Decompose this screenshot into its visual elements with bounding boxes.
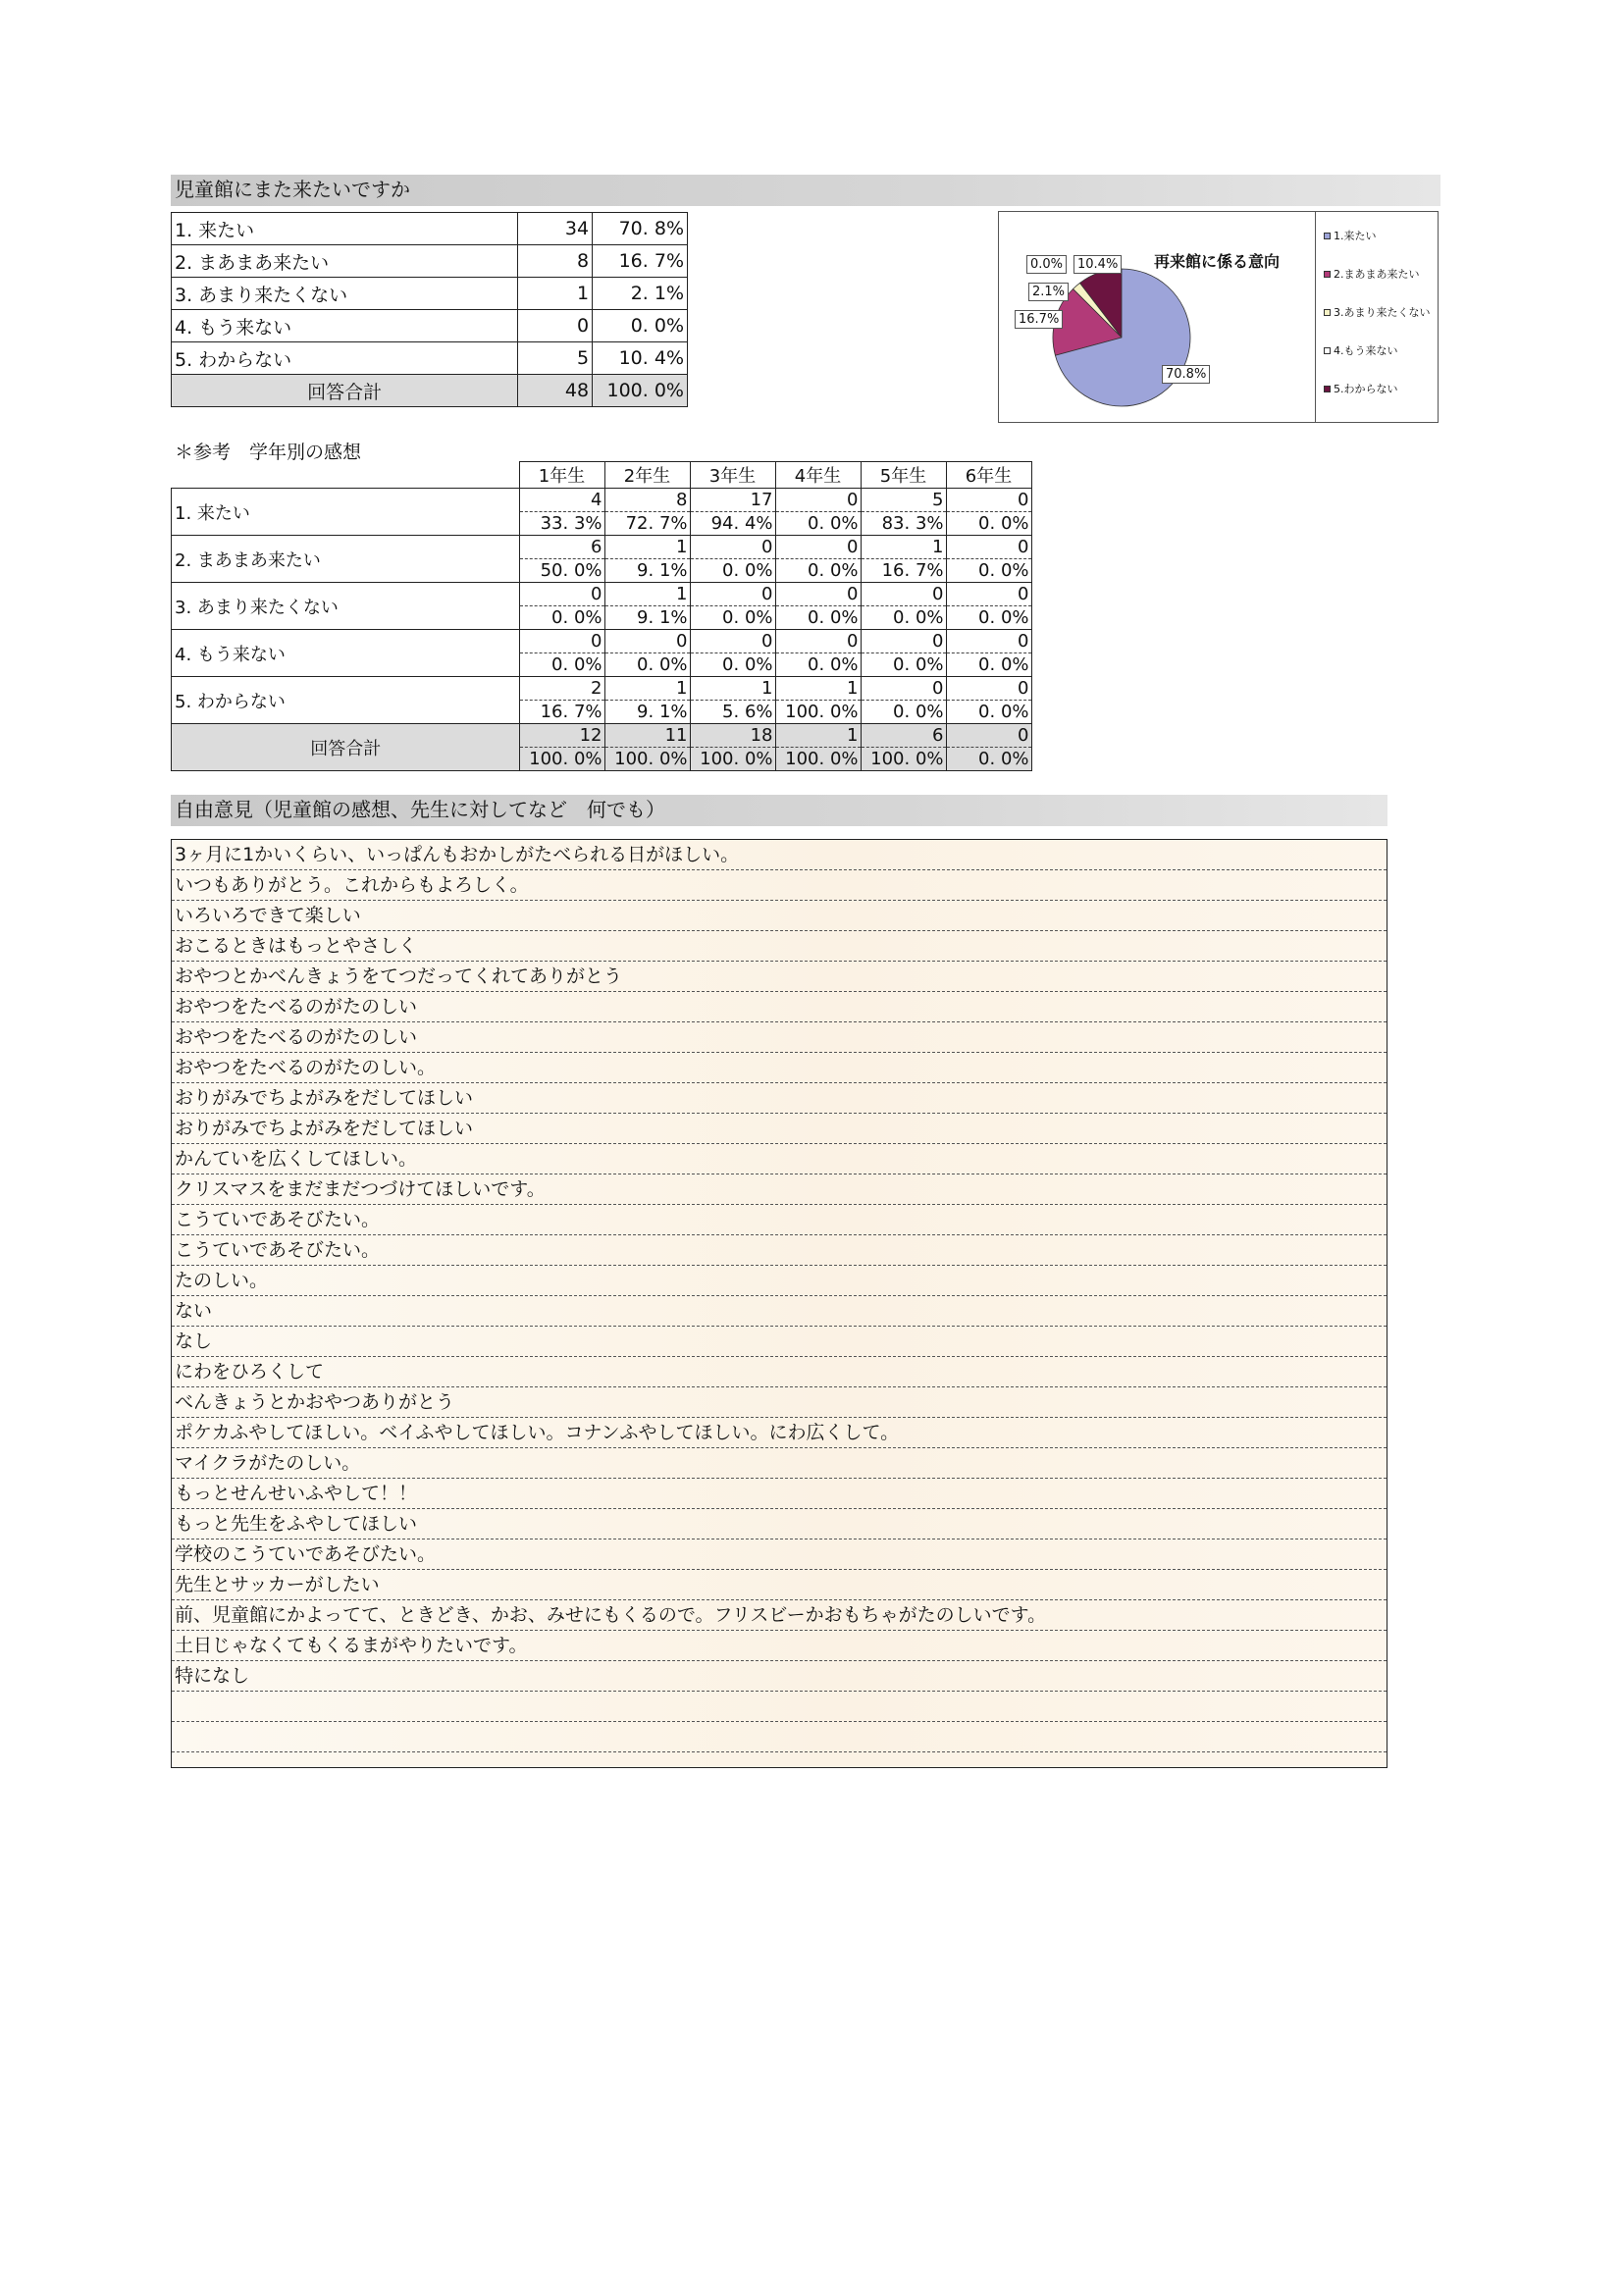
grade-count: 17 bbox=[690, 489, 775, 512]
comment-row: いつもありがとう。これからもよろしく。 bbox=[172, 870, 1387, 901]
grade-pct: 9. 1% bbox=[604, 701, 690, 724]
grade-pct: 0. 0% bbox=[861, 606, 946, 630]
grade-pct: 94. 4% bbox=[690, 512, 775, 536]
grade-count: 0 bbox=[690, 630, 775, 653]
comment-row: 学校のこうていであそびたい。 bbox=[172, 1539, 1387, 1570]
grade-pct: 0. 0% bbox=[775, 512, 861, 536]
legend-swatch bbox=[1324, 386, 1331, 392]
comment-row: こうていであそびたい。 bbox=[172, 1235, 1387, 1266]
grade-count: 0 bbox=[861, 677, 946, 701]
grade-count: 0 bbox=[519, 630, 604, 653]
grade-count: 1 bbox=[604, 583, 690, 606]
revisit-label: 3. あまり来たくない bbox=[172, 278, 518, 310]
comment-row: おやつとかべんきょうをてつだってくれてありがとう bbox=[172, 962, 1387, 992]
legend-swatch bbox=[1324, 233, 1331, 239]
grade-row-label: 回答合計 bbox=[172, 724, 520, 771]
grade-pct: 0. 0% bbox=[775, 653, 861, 677]
grade-count: 0 bbox=[690, 583, 775, 606]
legend-item bbox=[1324, 342, 1398, 358]
grade-count-row bbox=[172, 630, 1032, 653]
pie-slice-label: 16.7% bbox=[1015, 310, 1063, 329]
comment-row: 特になし bbox=[172, 1661, 1387, 1692]
legend-item bbox=[1324, 304, 1431, 320]
section-title-revisit bbox=[171, 175, 1440, 206]
comment-row: クリスマスをまだまだつづけてほしいです。 bbox=[172, 1174, 1387, 1205]
pie-legend bbox=[1315, 212, 1440, 422]
grade-pct: 0. 0% bbox=[946, 512, 1031, 536]
revisit-row bbox=[172, 342, 688, 375]
legend-label: 3.あまり来たくない bbox=[1334, 306, 1431, 319]
revisit-table bbox=[171, 212, 688, 407]
legend-label: 2.まあまあ来たい bbox=[1334, 268, 1420, 281]
revisit-label: 4. もう来ない bbox=[172, 310, 518, 342]
grade-pct: 9. 1% bbox=[604, 606, 690, 630]
grade-pct: 0. 0% bbox=[946, 559, 1031, 583]
grade-pct: 16. 7% bbox=[861, 559, 946, 583]
grade-count: 0 bbox=[946, 677, 1031, 701]
comment-row: 3ヶ月に1かいくらい、いっぱんもおかしがたべられる日がほしい。 bbox=[172, 840, 1387, 870]
grade-count: 0 bbox=[775, 489, 861, 512]
comment-row: おりがみでちよがみをだしてほしい bbox=[172, 1083, 1387, 1114]
grade-count: 1 bbox=[861, 536, 946, 559]
grade-row-label: 3. あまり来たくない bbox=[172, 583, 520, 630]
revisit-count: 34 bbox=[518, 213, 593, 245]
comment-row: おやつをたべるのがたのしい。 bbox=[172, 1053, 1387, 1083]
comment-row: おやつをたべるのがたのしい bbox=[172, 992, 1387, 1022]
grade-pct: 100. 0% bbox=[775, 701, 861, 724]
grade-count: 0 bbox=[775, 536, 861, 559]
comment-row: 土日じゃなくてもくるまがやりたいです。 bbox=[172, 1631, 1387, 1661]
revisit-total-label: 回答合計 bbox=[172, 375, 518, 407]
revisit-label: 2. まあまあ来たい bbox=[172, 245, 518, 278]
legend-label: 4.もう来ない bbox=[1334, 344, 1398, 357]
legend-swatch bbox=[1324, 271, 1331, 278]
legend-item bbox=[1324, 381, 1398, 396]
revisit-count: 0 bbox=[518, 310, 593, 342]
grade-count: 11 bbox=[604, 724, 690, 748]
grade-count: 0 bbox=[946, 536, 1031, 559]
comment-row: ポケカふやしてほしい。ベイふやしてほしい。コナンふやしてほしい。にわ広くして。 bbox=[172, 1418, 1387, 1448]
grade-count: 1 bbox=[775, 724, 861, 748]
grade-pct: 16. 7% bbox=[519, 701, 604, 724]
grade-pct: 0. 0% bbox=[946, 606, 1031, 630]
grade-pct: 50. 0% bbox=[519, 559, 604, 583]
revisit-count: 5 bbox=[518, 342, 593, 375]
grade-pct: 0. 0% bbox=[690, 653, 775, 677]
legend-swatch bbox=[1324, 347, 1331, 354]
grade-count: 0 bbox=[690, 536, 775, 559]
grade-count: 8 bbox=[604, 489, 690, 512]
grade-pct: 0. 0% bbox=[775, 606, 861, 630]
comment-row: こうていであそびたい。 bbox=[172, 1205, 1387, 1235]
grade-pct: 100. 0% bbox=[775, 748, 861, 771]
revisit-pct: 0. 0% bbox=[593, 310, 688, 342]
free-comments-box bbox=[171, 839, 1387, 1768]
grade-count-row bbox=[172, 677, 1032, 701]
grade-pct: 0. 0% bbox=[946, 701, 1031, 724]
grade-count: 0 bbox=[519, 583, 604, 606]
grade-pct: 0. 0% bbox=[690, 559, 775, 583]
grade-count: 4 bbox=[519, 489, 604, 512]
comment-row: 先生とサッカーがしたい bbox=[172, 1570, 1387, 1600]
grade-header: 5年生 bbox=[861, 462, 946, 489]
grade-header-blank bbox=[172, 462, 520, 489]
grade-pct: 72. 7% bbox=[604, 512, 690, 536]
grade-pct: 33. 3% bbox=[519, 512, 604, 536]
grade-count: 0 bbox=[775, 630, 861, 653]
legend-item bbox=[1324, 228, 1377, 243]
grade-count: 18 bbox=[690, 724, 775, 748]
comment-row: もっと先生をふやしてほしい bbox=[172, 1509, 1387, 1539]
grade-pct: 0. 0% bbox=[946, 653, 1031, 677]
comment-row: べんきょうとかおやつありがとう bbox=[172, 1387, 1387, 1418]
grade-pct: 0. 0% bbox=[519, 606, 604, 630]
grade-count: 6 bbox=[519, 536, 604, 559]
revisit-label: 5. わからない bbox=[172, 342, 518, 375]
grade-pct: 83. 3% bbox=[861, 512, 946, 536]
legend-label: 1.来たい bbox=[1334, 230, 1377, 242]
revisit-total-pct: 100. 0% bbox=[593, 375, 688, 407]
grade-count: 0 bbox=[861, 583, 946, 606]
grade-row-label: 1. 来たい bbox=[172, 489, 520, 536]
revisit-pct: 2. 1% bbox=[593, 278, 688, 310]
grade-count-row bbox=[172, 724, 1032, 748]
revisit-row bbox=[172, 213, 688, 245]
pie-slice-label: 70.8% bbox=[1162, 365, 1210, 384]
grade-header: 2年生 bbox=[604, 462, 690, 489]
section-title-revisit-text: 児童館にまた来たいですか bbox=[175, 178, 410, 201]
grade-header: 3年生 bbox=[690, 462, 775, 489]
grade-count: 1 bbox=[690, 677, 775, 701]
grade-note: ＊参考 学年別の感想 bbox=[175, 442, 362, 463]
grade-count-row bbox=[172, 583, 1032, 606]
comment-row: にわをひろくして bbox=[172, 1357, 1387, 1387]
grade-row-label: 2. まあまあ来たい bbox=[172, 536, 520, 583]
grade-count: 1 bbox=[775, 677, 861, 701]
grade-count: 0 bbox=[946, 630, 1031, 653]
grade-pct: 0. 0% bbox=[604, 653, 690, 677]
comment-row: かんていを広くしてほしい。 bbox=[172, 1144, 1387, 1174]
grade-count: 0 bbox=[604, 630, 690, 653]
grade-pct: 0. 0% bbox=[519, 653, 604, 677]
grade-count-row bbox=[172, 489, 1032, 512]
grade-count: 2 bbox=[519, 677, 604, 701]
grade-header: 4年生 bbox=[775, 462, 861, 489]
revisit-count: 8 bbox=[518, 245, 593, 278]
grade-count: 0 bbox=[946, 489, 1031, 512]
grade-pct: 0. 0% bbox=[946, 748, 1031, 771]
grade-count: 0 bbox=[946, 724, 1031, 748]
grade-header: 6年生 bbox=[946, 462, 1031, 489]
grade-pct: 0. 0% bbox=[861, 701, 946, 724]
pie-slice-label: 2.1% bbox=[1028, 283, 1069, 301]
revisit-row bbox=[172, 278, 688, 310]
comment-row: たのしい。 bbox=[172, 1266, 1387, 1296]
revisit-total-count: 48 bbox=[518, 375, 593, 407]
legend-swatch bbox=[1324, 309, 1331, 316]
grade-count: 1 bbox=[604, 677, 690, 701]
comment-row bbox=[172, 1722, 1387, 1752]
grade-count: 6 bbox=[861, 724, 946, 748]
pie-slice-label: 0.0% bbox=[1026, 255, 1067, 274]
comment-row: いろいろできて楽しい bbox=[172, 901, 1387, 931]
grade-pct: 5. 6% bbox=[690, 701, 775, 724]
comment-row: ない bbox=[172, 1296, 1387, 1327]
revisit-pct: 70. 8% bbox=[593, 213, 688, 245]
pie-chart-box bbox=[998, 211, 1439, 423]
grade-count: 0 bbox=[946, 583, 1031, 606]
grade-pct: 0. 0% bbox=[861, 653, 946, 677]
revisit-total-row bbox=[172, 375, 688, 407]
grade-count: 5 bbox=[861, 489, 946, 512]
comment-row: おりがみでちよがみをだしてほしい bbox=[172, 1114, 1387, 1144]
comment-row: もっとせんせいふやして！！ bbox=[172, 1479, 1387, 1509]
pie-chart-title: 再来館に係る意向 bbox=[1154, 252, 1281, 271]
section-title-free bbox=[171, 795, 1387, 826]
pie-slice-label: 10.4% bbox=[1073, 255, 1122, 274]
legend-item bbox=[1324, 266, 1420, 282]
grade-pct: 0. 0% bbox=[775, 559, 861, 583]
grade-row-label: 4. もう来ない bbox=[172, 630, 520, 677]
revisit-count: 1 bbox=[518, 278, 593, 310]
grade-count: 0 bbox=[861, 630, 946, 653]
revisit-pct: 10. 4% bbox=[593, 342, 688, 375]
grade-row-label: 5. わからない bbox=[172, 677, 520, 724]
legend-label: 5.わからない bbox=[1334, 383, 1398, 395]
revisit-label: 1. 来たい bbox=[172, 213, 518, 245]
comment-row: おやつをたべるのがたのしい bbox=[172, 1022, 1387, 1053]
grade-count: 1 bbox=[604, 536, 690, 559]
grade-count: 12 bbox=[519, 724, 604, 748]
grade-pct: 100. 0% bbox=[690, 748, 775, 771]
section-title-free-text: 自由意見（児童館の感想、先生に対してなど 何でも） bbox=[175, 798, 665, 821]
grade-header: 1年生 bbox=[519, 462, 604, 489]
grade-pct: 100. 0% bbox=[519, 748, 604, 771]
grade-count-row bbox=[172, 536, 1032, 559]
comment-row: おこるときはもっとやさしく bbox=[172, 931, 1387, 962]
grade-pct: 100. 0% bbox=[604, 748, 690, 771]
grade-pct: 0. 0% bbox=[690, 606, 775, 630]
grade-count: 0 bbox=[775, 583, 861, 606]
grade-pct: 100. 0% bbox=[861, 748, 946, 771]
comment-row: 前、児童館にかよってて、ときどき、かお、みせにもくるので。フリスビーかおもちゃがたのしいです。 bbox=[172, 1600, 1387, 1631]
comment-row: なし bbox=[172, 1327, 1387, 1357]
comment-row bbox=[172, 1692, 1387, 1722]
revisit-row bbox=[172, 310, 688, 342]
grade-pct: 9. 1% bbox=[604, 559, 690, 583]
comment-row: マイクラがたのしい。 bbox=[172, 1448, 1387, 1479]
revisit-row bbox=[172, 245, 688, 278]
revisit-pct: 16. 7% bbox=[593, 245, 688, 278]
grade-table bbox=[171, 461, 1032, 771]
